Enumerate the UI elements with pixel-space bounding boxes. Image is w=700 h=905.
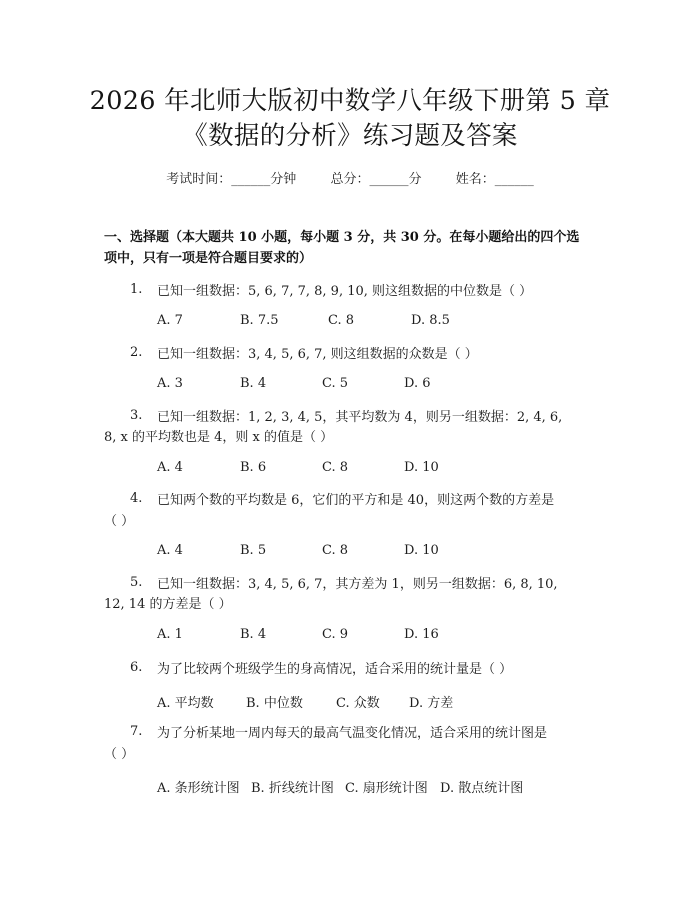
option-d: D. 散点统计图 bbox=[440, 781, 524, 796]
option-b: B. 4 bbox=[240, 376, 267, 391]
option-a: A. 4 bbox=[157, 460, 183, 475]
option-a: A. 3 bbox=[157, 376, 183, 391]
question-number: 5. bbox=[130, 575, 143, 590]
question-text: 已知一组数据：1, 2, 3, 4, 5，其平均数为 4，则另一组数据：2, 4, 6, bbox=[157, 410, 563, 425]
question-text: 已知一组数据：5, 6, 7, 7, 8, 9, 10, 则这组数据的中位数是（ ） bbox=[157, 284, 533, 299]
option-c: C. 扇形统计图 bbox=[345, 781, 428, 796]
option-b: B. 5 bbox=[240, 543, 267, 558]
question-text-continued: （ ） bbox=[104, 514, 135, 529]
option-b: B. 折线统计图 bbox=[251, 781, 334, 796]
question-text: 为了分析某地一周内每天的最高气温变化情况，适合采用的统计图是 bbox=[157, 726, 548, 741]
page-title-line1: 2026 年北师大版初中数学八年级下册第 5 章 bbox=[89, 86, 611, 116]
question-number: 6. bbox=[130, 660, 143, 675]
option-b: B. 4 bbox=[240, 627, 267, 642]
section-heading-line2: 项中，只有一项是符合题目要求的） bbox=[104, 251, 313, 266]
total-score-field: 总分：______分 bbox=[330, 172, 422, 187]
question-number: 4. bbox=[130, 491, 143, 506]
question-text: 为了比较两个班级学生的身高情况，适合采用的统计量是（ ） bbox=[157, 662, 513, 677]
question-text: 已知一组数据：3, 4, 5, 6, 7, 则这组数据的众数是（ ） bbox=[157, 347, 478, 362]
option-a: A. 条形统计图 bbox=[157, 781, 240, 796]
option-d: D. 10 bbox=[404, 460, 439, 475]
question-number: 1. bbox=[130, 282, 143, 297]
section-heading-line1: 一、选择题（本大题共 10 小题，每小题 3 分，共 30 分。在每小题给出的四个选 bbox=[104, 230, 580, 245]
question-number: 2. bbox=[130, 345, 143, 360]
option-d: D. 6 bbox=[404, 376, 431, 391]
option-d: D. 8.5 bbox=[411, 313, 450, 328]
option-c: C. 5 bbox=[322, 376, 349, 391]
option-d: D. 方差 bbox=[409, 696, 454, 711]
option-a: A. 1 bbox=[157, 627, 183, 642]
option-d: D. 16 bbox=[404, 627, 439, 642]
question-number: 7. bbox=[130, 724, 143, 739]
option-c: C. 8 bbox=[328, 313, 355, 328]
question-text-continued: 12, 14 的方差是（ ） bbox=[104, 597, 232, 612]
option-c: C. 9 bbox=[322, 627, 349, 642]
exam-meta bbox=[0, 168, 700, 187]
option-c: C. 8 bbox=[322, 460, 349, 475]
option-c: C. 8 bbox=[322, 543, 349, 558]
option-a: A. 平均数 bbox=[157, 696, 214, 711]
page-title-line2: 《数据的分析》练习题及答案 bbox=[182, 121, 518, 151]
question-text-continued: （ ） bbox=[104, 747, 135, 762]
option-b: B. 6 bbox=[240, 460, 267, 475]
question-number: 3. bbox=[130, 408, 143, 423]
option-a: A. 4 bbox=[157, 543, 183, 558]
question-text-continued: 8, x 的平均数也是 4，则 x 的值是（ ） bbox=[104, 430, 334, 445]
student-name-field: 姓名：______ bbox=[455, 172, 534, 187]
exam-time-field: 考试时间：______分钟 bbox=[166, 172, 297, 187]
option-a: A. 7 bbox=[157, 313, 183, 328]
question-text: 已知两个数的平均数是 6，它们的平方和是 40，则这两个数的方差是 bbox=[157, 493, 555, 508]
option-b: B. 中位数 bbox=[246, 696, 303, 711]
question-text: 已知一组数据：3, 4, 5, 6, 7，其方差为 1，则另一组数据：6, 8, 10, bbox=[157, 577, 558, 592]
option-d: D. 10 bbox=[404, 543, 439, 558]
option-c: C. 众数 bbox=[336, 696, 380, 711]
option-b: B. 7.5 bbox=[240, 313, 279, 328]
